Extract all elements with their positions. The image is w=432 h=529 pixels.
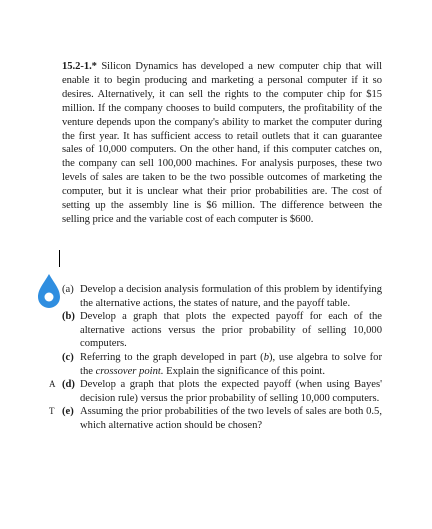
part-a-text: Develop a decision analysis formulation of this problem by identifying the alternative actions, the states of nature, and the payoff table. [80, 284, 382, 309]
part-e-text: Assuming the prior probabilities of the two levels of sales are both 0.5, which alternative action should be chosen? [80, 406, 382, 431]
text-selection-handle-icon[interactable] [35, 272, 63, 312]
part-c-text-mid: ), use algebra to solve for the [80, 351, 382, 377]
part-e-side-mark: T [49, 406, 55, 417]
part-d [49, 378, 382, 405]
part-e [49, 405, 382, 432]
part-c-text-ref: b [263, 351, 269, 363]
problem-statement [62, 60, 382, 227]
part-e-label: (e) [62, 406, 74, 418]
part-d-label: (d) [62, 379, 75, 391]
part-c-text-after: Explain the significance of this point. [163, 365, 325, 377]
problem-parts [49, 283, 382, 433]
text-cursor [59, 250, 60, 267]
part-b-label: (b) [62, 311, 75, 323]
part-b [62, 310, 382, 351]
part-a [62, 283, 382, 310]
part-a-label: (a) [62, 284, 74, 295]
part-d-side-mark: A [49, 379, 56, 390]
problem-text: Silicon Dynamics has developed a new computer chip that will enable it to begin producing and marketing a personal computer if it so desires. Alternatively, it can sell the rights to the computer chip for $15 million. If the company chooses to build computers, the profitability of the venture depends upon the company's ability to market the computer during the first year. It has sufficient access to retail outlets that it can guarantee sales of 10,000 computers. On the other hand, if this computer catches on, the company can sell 100,000 machines. For analysis purposes, these two levels of sales are taken to be the two possible outcomes of marketing the computer, but it is unclear what their prior probabilities are. The cost of setting up the assembly line is $6 million. The difference between the selling price and the variable cost of each computer is $600. [62, 61, 382, 225]
part-c [62, 351, 382, 378]
part-c-crossover-term: crossover point. [95, 365, 164, 377]
part-c-label: (c) [62, 351, 74, 363]
part-d-text: Develop a graph that plots the expected payoff (when using Bayes' decision rule) versus the prior probability of selling 10,000 computers. [80, 379, 382, 404]
part-c-text-before: Referring to the graph developed in part ( [80, 351, 264, 363]
problem-number: 15.2-1.* [62, 61, 97, 72]
part-b-text: Develop a graph that plots the expected payoff for each of the alternative actions versus the prior probability of selling 10,000 computers. [80, 311, 382, 350]
